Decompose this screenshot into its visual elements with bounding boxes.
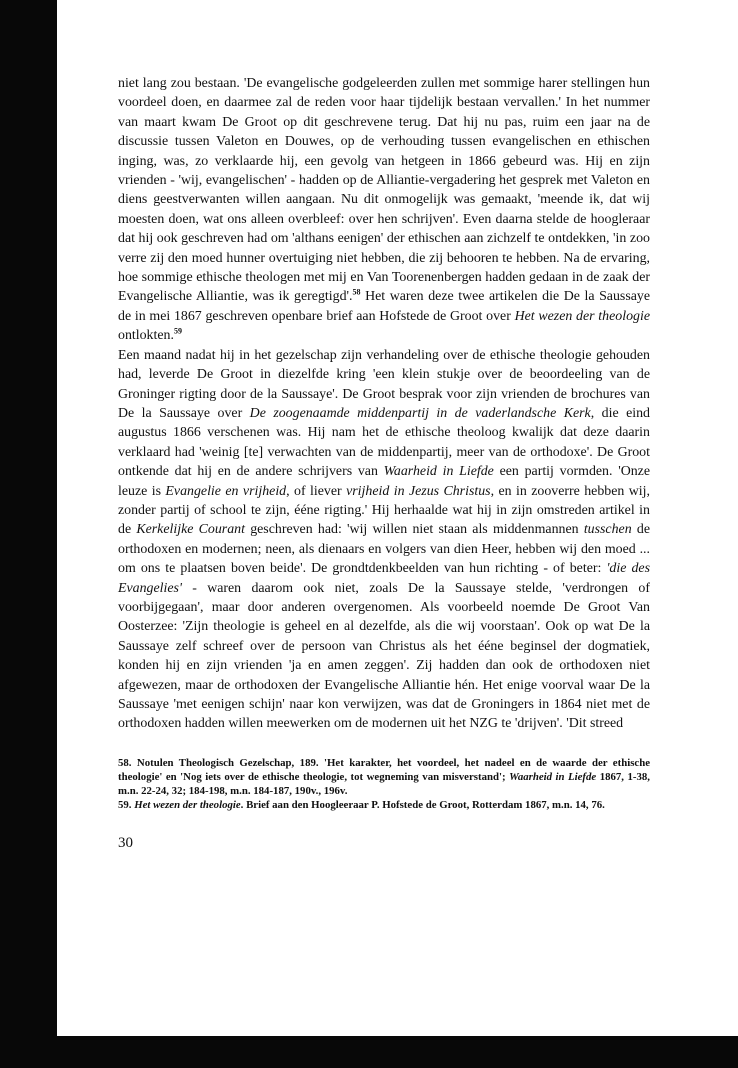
scan-border-bottom	[0, 1036, 738, 1068]
italic-title: vrijheid in Jezus Christus	[346, 483, 491, 499]
text-run: , of liever	[286, 483, 347, 499]
text-run: , die eind augustus 1866 verschenen was. Hij nam het de ethische theoloog kwalijk dat deze daarin verklaard had 'weinig [te] verwachten van de middenpartij, meer van de orthodoxe'. De Groot ontkende dat hij en de andere schrijvers van	[118, 405, 650, 480]
text-run: een partij vormden. 'Onze leuze is	[118, 464, 650, 499]
italic-title: Waarheid in Liefde	[383, 464, 494, 480]
book-page	[118, 74, 650, 852]
scan-border-left	[0, 0, 57, 1068]
italic-title: 'die des Evangelies'	[118, 561, 650, 596]
text-run: geschreven had: 'wij willen niet staan als middenmannen	[244, 522, 584, 538]
footnotes	[118, 756, 650, 813]
text-run: ontlokten.	[118, 328, 174, 344]
footnote-59	[118, 798, 650, 812]
text-run: - waren daarom ook niet, zoals De la Saussaye stelde, 'verdrongen of voorbijgegaan', maar door anderen overgenomen. Als voorbeeld noemde De Groot Van Oosterzee: 'Zijn theologie is geheel en al dezelfde, als die wij voorstaan'. Ook op wat De la Saussaye zelf schreef over de persoon van Christus als het ééne beginsel der dogmatiek, konden hij en zijn vrienden 'ja en amen zeggen'. Zij hadden dan ook de orthodoxen niet afgewezen, maar de orthodoxen der Evangelische Alliantie hén. Het enige voorval waar De la Saussaye 'met eenigen schijn' naar kon verwijzen, was dat de Groningers in 1864 niet met de orthodoxen hadden willen meewerken om de modernen uit het NZG te 'drijven'. 'Dit streed	[118, 580, 650, 732]
text-run: 59.	[118, 799, 135, 812]
text-run: Een maand nadat hij in het gezelschap zijn verhandeling over de ethische theologie gehouden had, leverde De Groot in diezelfde kring 'een klein stukje over de beoordeeling van de Groninger rigting door de la Saussaye'. De Groot besprak voor zijn vrienden de brochures van De la Saussaye over	[118, 347, 650, 421]
footnote-ref: 59	[173, 326, 182, 336]
text-run: 58. Notulen Theologisch Gezelschap, 189. 'Het karakter, het voordeel, het nadeel en de waarde der ethische theologie' en 'Nog iets over de ethische theologie, tot wegneming van misverstand';	[118, 756, 650, 784]
italic-title: Kerkelijke Courant	[136, 522, 245, 538]
text-run: , en in zooverre hebben wij, zonder partij of school te zijn, ééne rigting.' Hij herhaalde wat hij in zijn omstreden artikel in de	[118, 483, 651, 538]
italic-title: Het wezen der theologie	[514, 308, 650, 324]
footnote-58	[118, 756, 650, 799]
text-run: 1867, 1-38, m.n. 22-24, 32; 184-198, m.n. 184-187, 190v., 196v.	[118, 771, 650, 798]
paragraph-1	[118, 74, 650, 346]
italic-title: Waarheid in Liefde	[509, 771, 597, 784]
italic-title: Het wezen der theologie	[134, 799, 241, 812]
italic-title: tusschen	[583, 522, 632, 538]
italic-title: De zoogenaamde middenpartij in de vaderlandsche Kerk	[249, 405, 591, 421]
page-number: 30	[118, 834, 133, 851]
text-run: Het waren deze twee artikelen die De la Saussaye de in mei 1867 geschreven openbare brief aan Hofstede de Groot over	[118, 289, 650, 324]
paragraph-2	[118, 346, 650, 734]
body-text	[118, 74, 650, 734]
footnote-ref: 58	[352, 287, 361, 297]
italic-title: Evangelie en vrijheid	[165, 483, 287, 499]
text-run: . Brief aan den Hoogleeraar P. Hofstede de Groot, Rotterdam 1867, m.n. 14, 76.	[240, 799, 605, 812]
text-run: de orthodoxen en modernen; neen, als dienaars en volgers van dien Heer, hebben wij den moed ... om ons te plaatsen boven beide'. De grondtdenkbeelden van hun richting - of beter:	[118, 522, 650, 577]
text-run: niet lang zou bestaan. 'De evangelische godgeleerden zullen met sommige harer stellingen hun voordeel doen, en daarmee zal de reden voor haar tijdelijk bestaan vervallen.' In het nummer van maart kwam De Groot op dit geschrevene terug. Dat hij nu pas, ruim een jaar na de discussie tussen Valeton en Douwes, op de verhouding tussen evangelischen en ethischen inging, was, zo verklaarde hij, een gevolg van hetgeen in 1866 gebeurd was. Hij en zijn vrienden - 'wij, evangelischen' - hadden op de Alliantie-vergadering het gesprek met Valeton en diens geestverwanten willen aangaan. Nu dit onmogelijk was gemaakt, 'meende ik, dat wij moesten doen, wat ons alleen overbleef: over hen schrijven'. Even daarna stelde de hoogleraar dat hij ook geschreven had om 'althans eenigen' der ethischen aan zichzelf te ontdekken, 'in zoo verre zij den moed hunner overtuiging niet hebben, die zij behooren te hebben. Na de ervaring, hoe sommige ethische theologen met mij en Van Toorenenbergen hadden gedaan in de zaak der Evangelische Alliantie, was ik geregtigd'.	[118, 76, 650, 305]
